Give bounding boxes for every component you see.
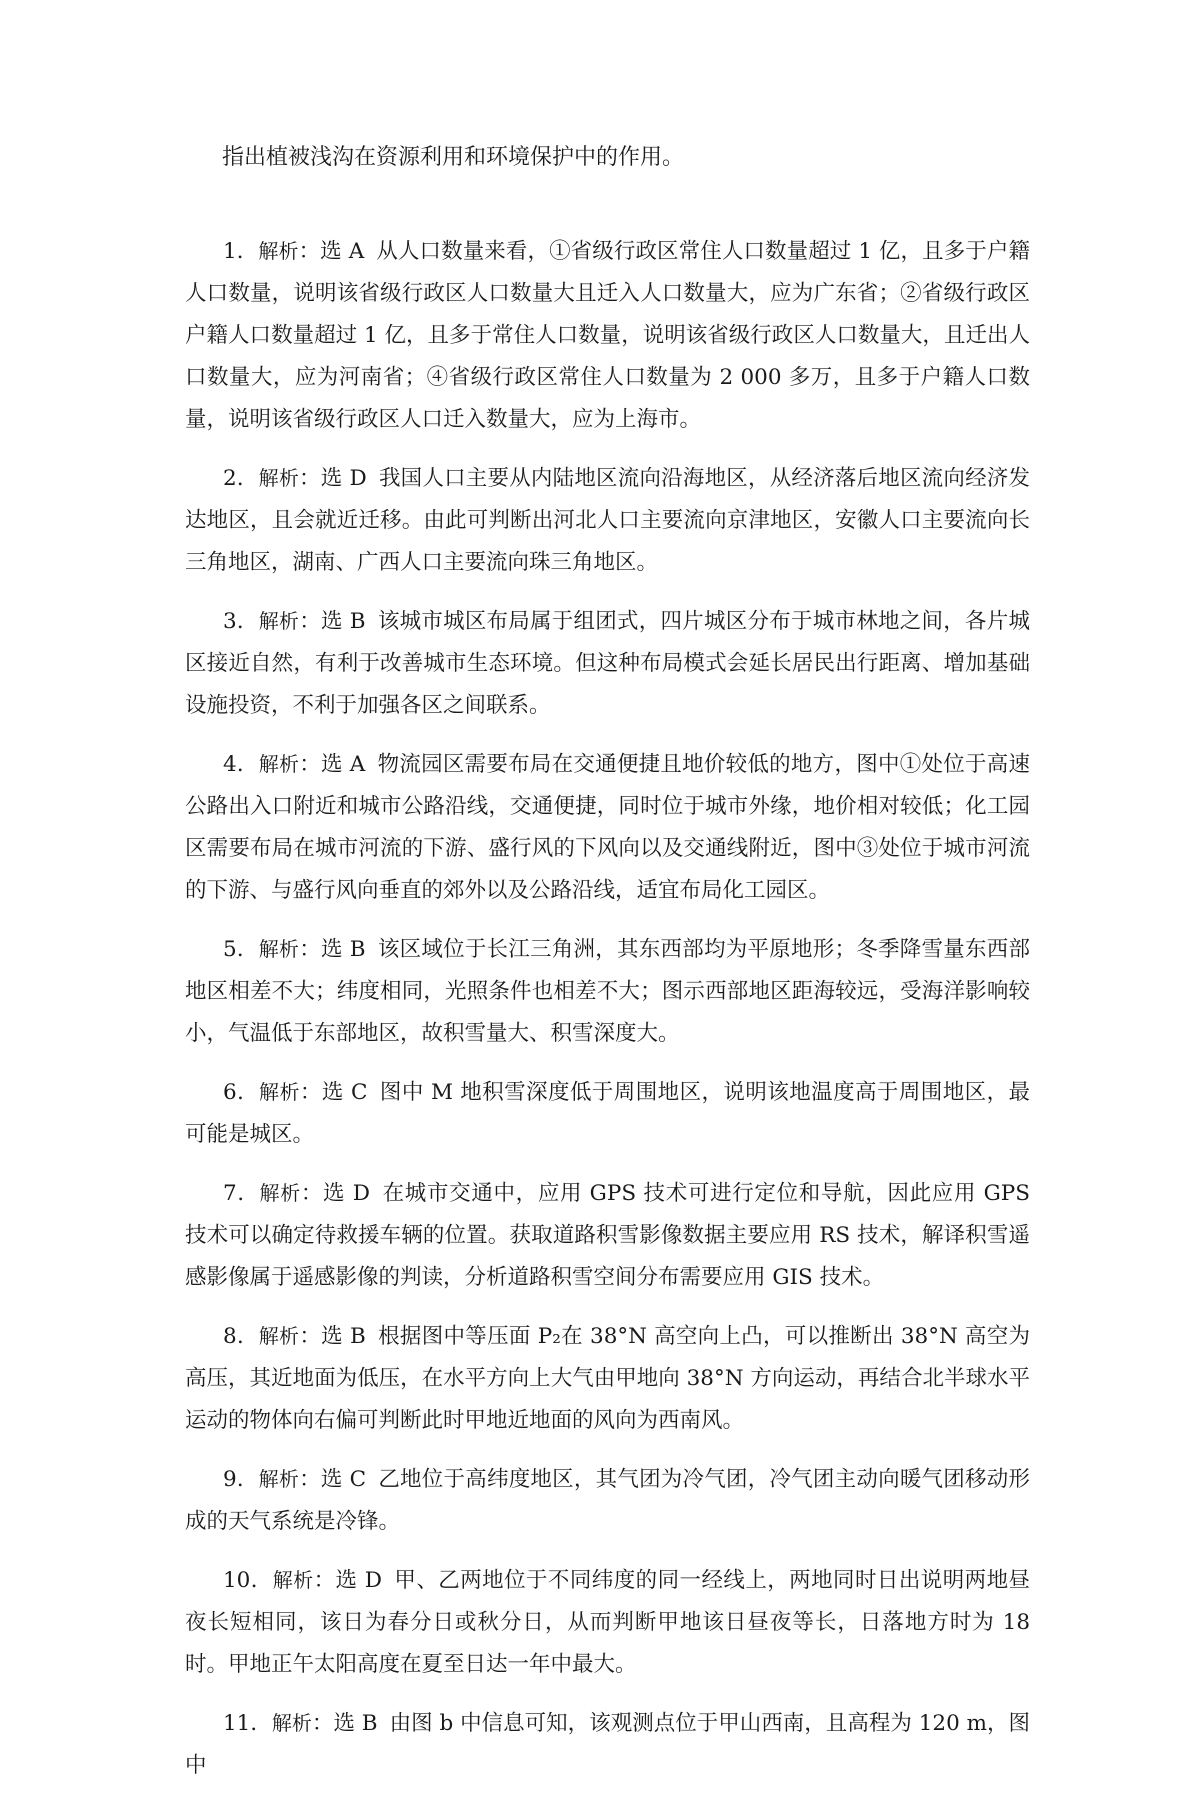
answer-text: 由图 b 中信息可知，该观测点位于甲山西南，且高程为 120 m，图中 [185, 1711, 1031, 1778]
answer-paragraph [185, 1559, 1030, 1686]
answer-number: 1． [223, 239, 259, 264]
answer-paragraph [185, 928, 1030, 1055]
answer-text: 乙地位于高纬度地区，其气团为冷气团，冷气团主动向暖气团移动形成的天气系统是冷锋。 [185, 1467, 1030, 1534]
answer-paragraph [185, 230, 1030, 441]
answer-label: 解析 [258, 752, 300, 776]
answer-label: 解析 [272, 1568, 314, 1592]
answer-paragraph [185, 457, 1030, 584]
answer-text: 我国人口主要从内陆地区流向沿海地区，从经济落后地区流向经济发达地区，且会就近迁移。由此可判断出河北人口主要流向京津地区，安徽人口主要流向长三角地区，湖南、广西人口主要流向珠三角地区。 [185, 466, 1030, 575]
answer-number: 7． [223, 1181, 260, 1206]
answer-text: 根据图中等压面 P₂在 38°N 高空向上凸，可以推断出 38°N 高空为高压，其近地面为低压，在水平方向上大气由甲地向 38°N 方向运动，再结合北半球水平运动的物体向右偏可判断此时甲地近地面的风向为西南风。 [185, 1324, 1030, 1433]
answer-paragraph [185, 600, 1030, 727]
answer-colon: ： [299, 1080, 322, 1105]
answer-number: 3． [223, 609, 259, 634]
answer-colon: ： [299, 1467, 321, 1492]
answer-colon: ： [299, 1324, 322, 1349]
answer-paragraph [185, 1702, 1030, 1787]
answer-colon: ： [299, 752, 321, 777]
answer-label: 解析 [259, 1080, 300, 1104]
answer-number: 2． [223, 466, 259, 491]
answer-paragraph [185, 743, 1030, 912]
answer-colon: ： [311, 1711, 334, 1736]
answer-choice: 选 D [335, 1568, 382, 1593]
answer-colon: ： [299, 609, 321, 634]
answer-text: 物流园区需要布局在交通便捷且地价较低的地方，图中①处位于高速公路出入口附近和城市公路沿线，交通便捷，同时位于城市外缘，地价相对较低；化工园区需要布局在城市河流的下游、盛行风的下风向以及交通线附近，图中③处位于城市河流的下游、与盛行风向垂直的郊外以及公路沿线，适宜布局化工园区。 [185, 752, 1030, 903]
answer-label: 解析 [259, 1181, 301, 1205]
answer-number: 9． [223, 1467, 259, 1492]
answer-label: 解析 [258, 1324, 300, 1348]
answer-choice: 选 D [320, 466, 367, 491]
answer-paragraph [185, 1458, 1030, 1543]
answer-paragraph [185, 1172, 1030, 1299]
answer-text: 该城市城区布局属于组团式，四片城区分布于城市林地之间，各片城区接近自然，有利于改善城市生态环境。但这种布局模式会延长居民出行距离、增加基础设施投资，不利于加强各区之间联系。 [185, 609, 1030, 718]
answer-label: 解析 [258, 609, 300, 633]
answer-text: 从人口数量来看，①省级行政区常住人口数量超过 1 亿，且多于户籍人口数量，说明该省级行政区人口数量大且迁入人口数量大，应为广东省；②省级行政区户籍人口数量超过 1 亿，且多于常住人口数量，说明该省级行政区人口数量大，且迁出人口数量大，应为河南省；④省级行政区常住人口数量为 2 000 多万，且多于户籍人口数量，说明该省级行政区人口迁入数量大，应为上海市。 [185, 239, 1030, 432]
answers-list [185, 230, 1030, 1803]
answer-choice: 选 B [320, 609, 366, 634]
answer-choice: 选 A [320, 752, 366, 777]
answer-choice: 选 B [333, 1711, 378, 1736]
answer-choice: 选 D [323, 1181, 370, 1206]
answer-paragraph [185, 1315, 1030, 1442]
answer-text: 甲、乙两地位于不同纬度的同一经线上，两地同时日出说明两地昼夜长短相同，该日为春分日或秋分日，从而判断甲地该日昼夜等长，日落地方时为 18 时。甲地正午太阳高度在夏至日达一年中最大。 [185, 1568, 1030, 1677]
answer-colon: ： [299, 466, 321, 491]
answer-choice: 选 B [320, 937, 366, 962]
answer-colon: ： [300, 1181, 324, 1206]
answer-label: 解析 [258, 466, 300, 490]
answer-choice: 选 A [320, 239, 365, 264]
answer-label: 解析 [258, 937, 300, 961]
answer-number: 10． [223, 1568, 273, 1593]
answer-colon: ： [313, 1568, 336, 1593]
answer-label: 解析 [271, 1711, 312, 1735]
answer-colon: ： [299, 937, 321, 962]
answer-choice: 选 B [321, 1324, 366, 1349]
answer-label: 解析 [258, 1467, 300, 1491]
answer-number: 4． [223, 752, 259, 777]
answer-number: 6． [223, 1080, 260, 1105]
answer-number: 8． [223, 1324, 259, 1349]
answer-text: 在城市交通中，应用 GPS 技术可进行定位和导航，因此应用 GPS 技术可以确定待救援车辆的位置。获取道路积雪影像数据主要应用 RS 技术，解译积雪遥感影像属于遥感影像的判读，分析道路积雪空间分布需要应用 GIS 技术。 [185, 1181, 1030, 1290]
answer-label: 解析 [258, 239, 299, 263]
answer-choice: 选 C [321, 1080, 368, 1105]
answer-paragraph [185, 1071, 1030, 1156]
answer-text: 该区域位于长江三角洲，其东西部均为平原地形；冬季降雪量东西部地区相差不大；纬度相同，光照条件也相差不大；图示西部地区距海较远，受海洋影响较小，气温低于东部地区，故积雪量大、积雪深度大。 [185, 937, 1030, 1046]
intro-line: 指出植被浅沟在资源利用和环境保护中的作用。 [222, 145, 685, 170]
answer-text: 图中 M 地积雪深度低于周围地区，说明该地温度高于周围地区，最可能是城区。 [185, 1080, 1030, 1147]
answer-number: 11． [223, 1711, 272, 1736]
answer-choice: 选 C [320, 1467, 367, 1492]
answer-number: 5． [223, 937, 259, 962]
answer-colon: ： [298, 239, 321, 264]
